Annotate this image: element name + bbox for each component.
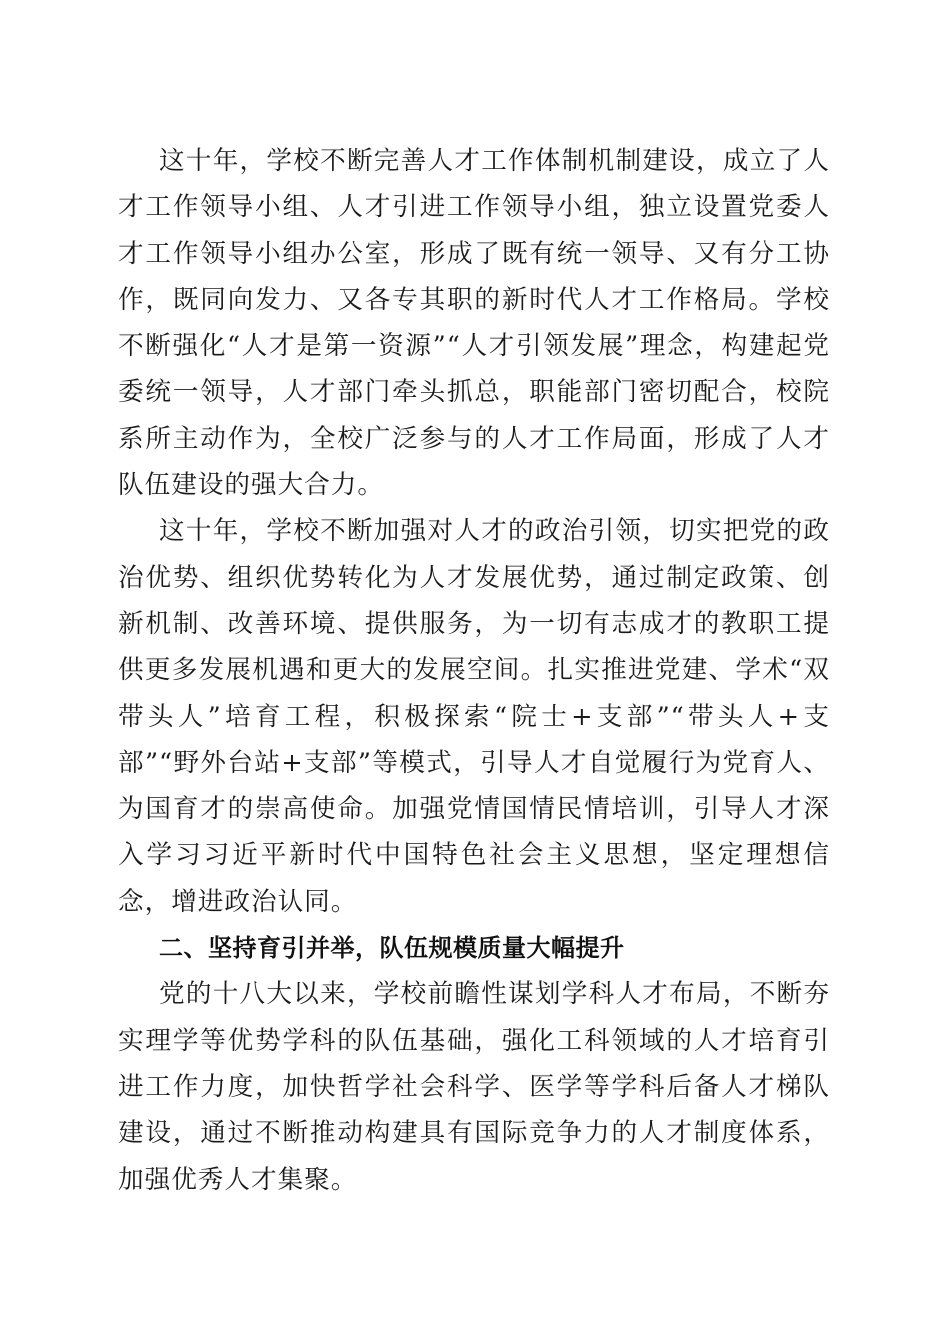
paragraph-talent-layout: 党的十八大以来，学校前瞻性谋划学科人才布局，不断夯实理学等优势学科的队伍基础，强化工科领域的人才培育引进工作力度，加快哲学社会科学、医学等学科后备人才梯队建设，通过不断推动构建具有国际竞争力的人才制度体系，加强优秀人才集聚。	[118, 979, 830, 1195]
paragraph-political-guidance: 这十年，学校不断加强对人才的政治引领，切实把党的政治优势、组织优势转化为人才发展优势，通过制定政策、创新机制、改善环境、提供服务，为一切有志成才的教职工提供更多发展机遇和更大的发展空间。扎实推进党建、学术“双带头人”培育工程，积极探索“院士+支部”“带头人+支部”“野外台站+支部”等模式，引导人才自觉履行为党育人、为国育才的崇高使命。加强党情国情民情培训，引导人才深入学习习近平新时代中国特色社会主义思想，坚定理想信念，增进政治认同。	[118, 516, 830, 917]
section-heading: 二、坚持育引并举，队伍规模质量大幅提升	[159, 934, 625, 963]
paragraph-talent-mechanism: 这十年，学校不断完善人才工作体制机制建设，成立了人才工作领导小组、人才引进工作领导小组，独立设置党委人才工作领导小组办公室，形成了既有统一领导、又有分工协作，既同向发力、又各专其职的新时代人才工作格局。学校不断强化“人才是第一资源”“人才引领发展”理念，构建起党委统一领导，人才部门牵头抓总，职能部门密切配合，校院系所主动作为，全校广泛参与的人才工作局面，形成了人才队伍建设的强大合力。	[118, 146, 830, 501]
document-body	[118, 138, 830, 1203]
